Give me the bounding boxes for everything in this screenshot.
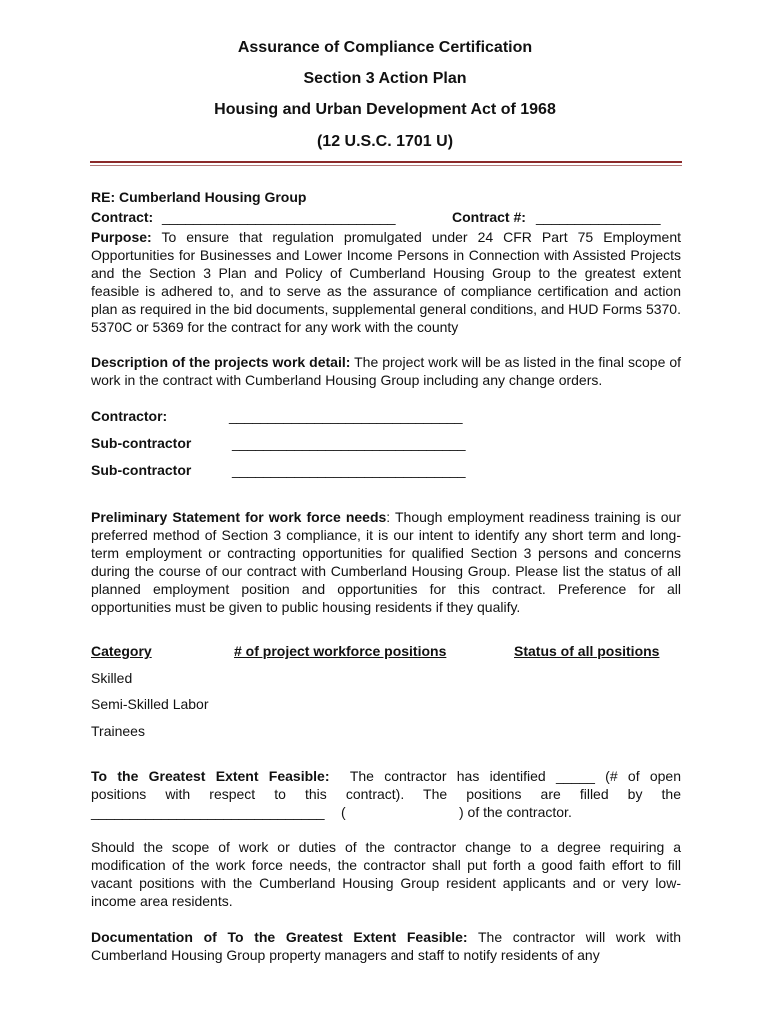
subcontractor-label-2: Sub-contractor	[91, 462, 192, 478]
feasible-line-3-end: ) of the contractor.	[459, 804, 572, 820]
subcontractor-field-1[interactable]: ______________________________	[232, 435, 466, 451]
subcontractor-field-2[interactable]: ______________________________	[232, 462, 466, 478]
table-header-status: Status of all positions	[514, 643, 660, 659]
table-row-skilled: Skilled	[91, 670, 133, 686]
contract-number-field[interactable]: ________________	[536, 209, 661, 225]
table-header-category: Category	[91, 643, 152, 659]
feasible-paren-open: (	[341, 804, 346, 820]
contract-label: Contract:	[91, 209, 154, 225]
document-act-title: Housing and Urban Development Act of 1968	[214, 101, 556, 118]
re-value: Cumberland Housing Group	[119, 189, 307, 205]
table-row-trainees: Trainees	[91, 723, 145, 739]
header-divider	[90, 161, 682, 163]
preliminary-label: Preliminary Statement for work force needs	[91, 509, 387, 525]
documentation-paragraph	[91, 928, 681, 964]
feasible-line-2: positions with respect to this contract). The positions are filled by the	[91, 786, 681, 802]
feasible-label: To the Greatest Extent Feasible:	[91, 768, 330, 784]
subcontractor-label-1: Sub-contractor	[91, 435, 192, 451]
table-row-semi-skilled: Semi-Skilled Labor	[91, 696, 209, 712]
feasible-line-1	[91, 767, 681, 785]
contract-number-label: Contract #:	[452, 209, 526, 225]
re-line	[91, 188, 306, 206]
table-header-positions: # of project workforce positions	[234, 643, 447, 659]
preliminary-text: : Though employment readiness training is our preferred method of Section 3 compliance, it is our intent to identify any short term and long-term employment or contracting opportunities for qualified Section 3 persons and concerns during the course of our contract with Cumberland Housing Group. Please list the status of all planned employment position and opportunities for this contract. Preference for all opportunities must be given to public housing residents if they qualify.	[91, 509, 681, 615]
purpose-paragraph	[91, 228, 681, 336]
preliminary-paragraph	[91, 508, 681, 616]
document-title: Assurance of Compliance Certification	[237, 39, 533, 56]
document-citation: (12 U.S.C. 1701 U)	[316, 133, 454, 150]
scope-paragraph: Should the scope of work or duties of the contractor change to a degree requiring a modification of the work force needs, the contractor shall put forth a good faith effort to fill vacant positions with the Cumberland Housing Group resident applicants and or very low-income area residents.	[91, 839, 681, 909]
description-text: The project work will be as listed in the final scope of work in the contract with Cumberland Housing Group including any change orders.	[91, 354, 681, 388]
contractor-label: Contractor:	[91, 408, 168, 424]
re-label: RE:	[91, 189, 116, 205]
header-divider-thin	[90, 165, 682, 166]
contractor-field[interactable]: ______________________________	[229, 408, 463, 424]
purpose-text: To ensure that regulation promulgated under 24 CFR Part 75 Employment Opportunities for Businesses and Lower Income Persons in Connection with Assisted Projects and the Section 3 Plan and Policy of Cumberland Housing Group to the greatest extent feasible is adhered to, and to serve as the assurance of compliance certification and action plan as required in the bid documents, supplemental general conditions, and HUD Forms 5370. 5370C or 5369 for the contract for any work with the county	[91, 229, 681, 335]
description-label: Description of the projects work detail:	[91, 354, 351, 370]
documentation-text: The contractor will work with Cumberland Housing Group property managers and staff to notify residents of any	[91, 929, 681, 963]
documentation-label: Documentation of To the Greatest Extent Feasible:	[91, 929, 468, 945]
contract-field[interactable]: ______________________________	[162, 209, 396, 225]
description-paragraph	[91, 353, 681, 389]
document-subtitle: Section 3 Action Plan	[303, 70, 467, 87]
feasible-filled-by-field[interactable]: ______________________________	[91, 804, 325, 820]
purpose-label: Purpose:	[91, 229, 152, 245]
feasible-text: The contractor has identified _____ (# of open	[349, 768, 682, 784]
